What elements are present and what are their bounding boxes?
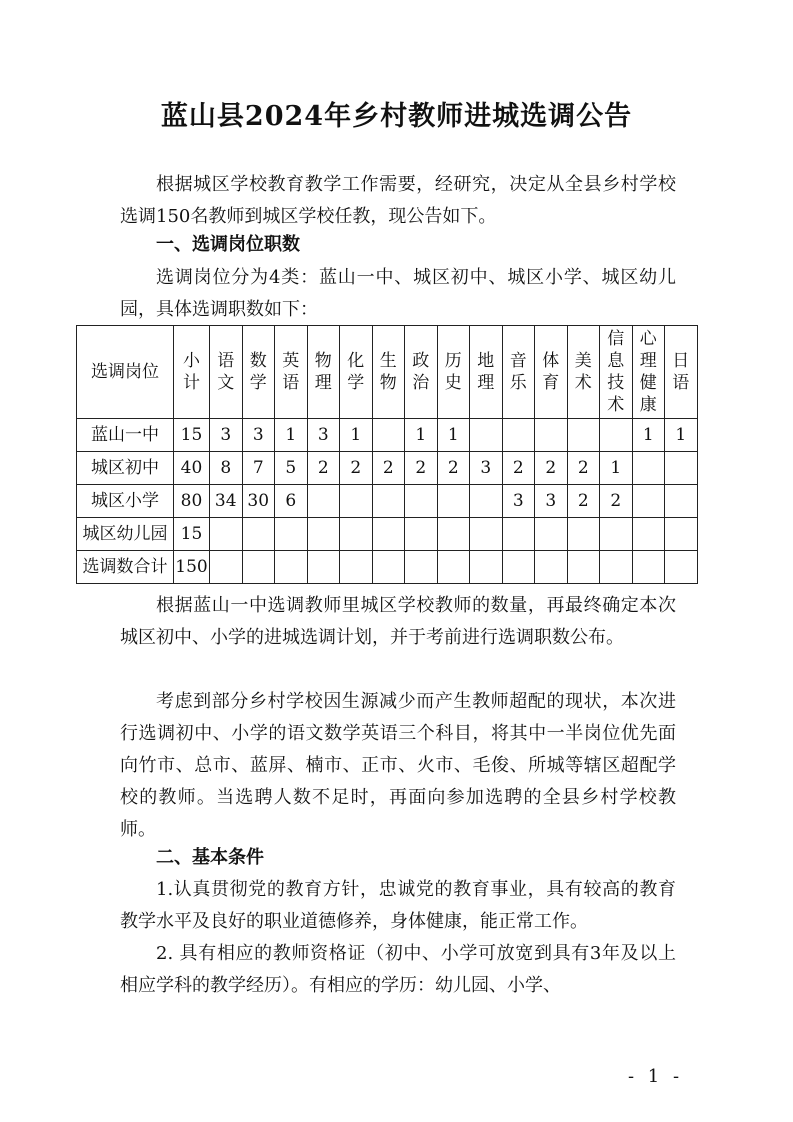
table-body (77, 419, 698, 584)
table-header-cell (535, 326, 568, 419)
condition-item-1: 1.认真贯彻党的教育方针，忠诚党的教育事业，具有较高的教育教学水平及良好的职业道德修养，身体健康，能正常工作。 (120, 879, 676, 932)
table-cell (600, 419, 633, 452)
table-cell (405, 485, 438, 518)
table-cell: 3 (242, 419, 275, 452)
table-cell (535, 419, 568, 452)
table-cell (502, 419, 535, 452)
table-cell: 1 (665, 419, 698, 452)
table-header-cell (502, 326, 535, 419)
table-cell (502, 551, 535, 584)
table-cell (470, 419, 503, 452)
table-cell (405, 551, 438, 584)
table-header-label: 信息技术 (607, 329, 625, 415)
paragraph-after-table-2: 考虑到部分乡村学校因生源减少而产生教师超配的现状，本次进行选调初中、小学的语文数学英语三个科目，将其中一半岗位优先面向竹市、总市、蓝屏、楠市、正市、火市、毛俊、所城等辖区超配学校的教师。当选聘人数不足时，再面向参加选聘的全县乡村学校教师。 (120, 691, 676, 840)
table-header-cell (632, 326, 665, 419)
table-header-cell (242, 326, 275, 419)
table-header-cell (307, 326, 340, 419)
table-cell: 2 (535, 452, 568, 485)
table-header-cell (174, 326, 210, 419)
table-cell: 5 (275, 452, 308, 485)
table-cell (372, 551, 405, 584)
section-2-heading: 二、基本条件 (156, 847, 264, 868)
table-cell: 2 (437, 452, 470, 485)
positions-table (76, 325, 698, 584)
table-cell: 3 (535, 485, 568, 518)
table-cell: 6 (275, 485, 308, 518)
table-row (77, 452, 698, 485)
table-header-label: 化学 (347, 351, 365, 393)
table-cell (600, 518, 633, 551)
table-row-label: 城区幼儿园 (77, 518, 174, 551)
table-cell: 2 (567, 452, 600, 485)
table-cell: 1 (340, 419, 373, 452)
table-header-cell (405, 326, 438, 419)
page-number: - 1 - (628, 1066, 684, 1087)
table-cell (307, 518, 340, 551)
table-cell (665, 518, 698, 551)
table-cell (470, 518, 503, 551)
table-cell (405, 518, 438, 551)
table-header-label: 政治 (412, 351, 430, 393)
table-cell: 1 (437, 419, 470, 452)
table-cell (307, 485, 340, 518)
intro-paragraph: 根据城区学校教育教学工作需要，经研究，决定从全县乡村学校选调150名教师到城区学校任教，现公告如下。 (120, 174, 676, 227)
table-cell: 80 (174, 485, 210, 518)
table-cell (632, 518, 665, 551)
table-cell (665, 485, 698, 518)
table-cell (600, 551, 633, 584)
table-header-cell (275, 326, 308, 419)
table-header-cell (665, 326, 698, 419)
table-cell (340, 518, 373, 551)
table-cell (372, 419, 405, 452)
table-cell (632, 452, 665, 485)
table-cell: 2 (502, 452, 535, 485)
table-cell: 1 (405, 419, 438, 452)
table-cell (665, 452, 698, 485)
table-cell (567, 518, 600, 551)
table-header-label: 音乐 (509, 351, 527, 393)
table-header-cell (340, 326, 373, 419)
table-cell: 3 (502, 485, 535, 518)
table-header-label: 数学 (249, 351, 267, 393)
table-row (77, 518, 698, 551)
table-cell: 15 (174, 518, 210, 551)
table-header-cell (437, 326, 470, 419)
table-cell: 1 (632, 419, 665, 452)
table-header-cell (77, 326, 174, 419)
table-header-label: 心理健康 (639, 329, 657, 415)
table-cell (535, 551, 568, 584)
table-cell: 8 (210, 452, 243, 485)
table-cell: 7 (242, 452, 275, 485)
table-cell: 2 (307, 452, 340, 485)
paragraph-after-table-1: 根据蓝山一中选调教师里城区学校教师的数量，再最终确定本次城区初中、小学的进城选调计划，并于考前进行选调职数公布。 (120, 595, 676, 648)
table-cell (275, 518, 308, 551)
table-cell: 150 (174, 551, 210, 584)
table-cell (567, 551, 600, 584)
table-cell (275, 551, 308, 584)
table-header-label: 地理 (477, 351, 495, 393)
table-header-cell (600, 326, 633, 419)
table-cell (210, 518, 243, 551)
table-header-label: 英语 (282, 351, 300, 393)
table-cell: 2 (600, 485, 633, 518)
table-cell: 3 (307, 419, 340, 452)
table-header-cell (470, 326, 503, 419)
table-header-label: 体育 (542, 351, 560, 393)
table-cell: 40 (174, 452, 210, 485)
section-1-intro: 选调岗位分为4类：蓝山一中、城区初中、城区小学、城区幼儿园，具体选调职数如下： (120, 267, 676, 320)
table-cell (632, 551, 665, 584)
table-row-label: 蓝山一中 (77, 419, 174, 452)
table-cell (437, 551, 470, 584)
table-cell: 2 (340, 452, 373, 485)
condition-item-2: 2. 具有相应的教师资格证（初中、小学可放宽到具有3年及以上相应学科的教学经历）。有相应的学历：幼儿园、小学、 (120, 943, 676, 996)
table-header-row (77, 326, 698, 419)
table-header-label: 生物 (379, 351, 397, 393)
table-cell (567, 419, 600, 452)
table-header-label: 小计 (183, 351, 200, 393)
table-cell: 3 (470, 452, 503, 485)
table-cell (437, 518, 470, 551)
table-cell (340, 551, 373, 584)
table-header-label: 语文 (217, 351, 235, 393)
table-cell (210, 551, 243, 584)
table-cell (372, 518, 405, 551)
table-cell (470, 485, 503, 518)
table-cell (535, 518, 568, 551)
table-cell: 30 (242, 485, 275, 518)
table-row-label: 城区初中 (77, 452, 174, 485)
table-cell (372, 485, 405, 518)
table-cell: 1 (275, 419, 308, 452)
table-cell (470, 551, 503, 584)
table-cell: 15 (174, 419, 210, 452)
table-cell: 34 (210, 485, 243, 518)
table-cell (340, 485, 373, 518)
table-cell: 2 (567, 485, 600, 518)
table-cell: 2 (372, 452, 405, 485)
table-cell (665, 551, 698, 584)
table-header-label: 选调岗位 (91, 362, 159, 382)
table-header-label: 日语 (672, 351, 690, 393)
table-cell: 2 (405, 452, 438, 485)
table-row-label: 选调数合计 (77, 551, 174, 584)
table-header-label: 历史 (444, 351, 462, 393)
table-header-label: 物理 (314, 351, 332, 393)
table-cell (242, 551, 275, 584)
table-header-cell (210, 326, 243, 419)
table-cell: 1 (600, 452, 633, 485)
table-row-label: 城区小学 (77, 485, 174, 518)
table-header-cell (567, 326, 600, 419)
table-cell (307, 551, 340, 584)
table-row (77, 551, 698, 584)
table-header-cell (372, 326, 405, 419)
table-row (77, 419, 698, 452)
page-title: 蓝山县2024年乡村教师进城选调公告 (160, 101, 633, 132)
table-cell (632, 485, 665, 518)
table-cell (502, 518, 535, 551)
table-row (77, 485, 698, 518)
table-header-label: 美术 (574, 351, 592, 393)
table-cell: 3 (210, 419, 243, 452)
table-cell (242, 518, 275, 551)
table-cell (437, 485, 470, 518)
section-1-heading: 一、选调岗位职数 (156, 234, 300, 255)
